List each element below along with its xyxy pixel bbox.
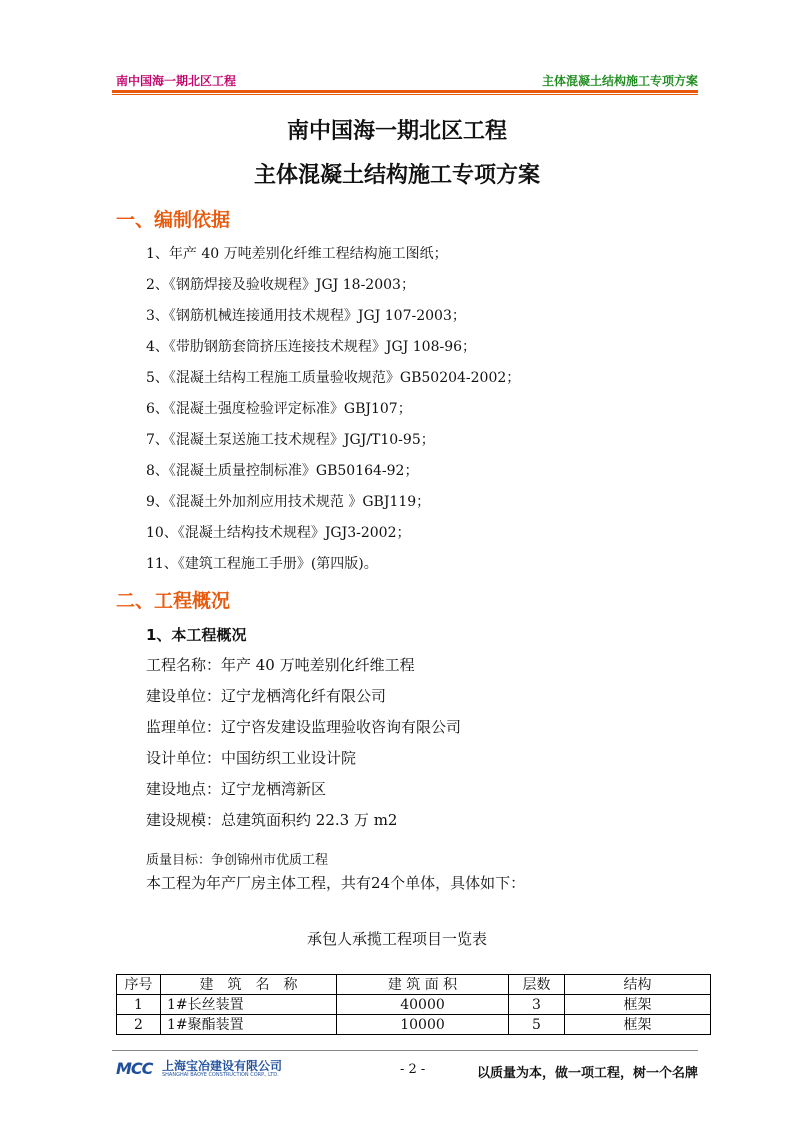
- col-header-no: 序号: [117, 975, 161, 995]
- document-subtitle: 主体混凝土结构施工专项方案: [253, 163, 540, 188]
- basis-item: 7、《混凝土泵送施工技术规程》JGJ/T10-95；: [146, 432, 435, 448]
- project-info-list: [146, 655, 461, 841]
- col-header-area: 建 筑 面 积: [337, 975, 509, 995]
- basis-list: [146, 244, 520, 585]
- basis-item: 8、《混凝土质量控制标准》GB50164-92；: [146, 463, 419, 479]
- subsection-heading: 1、本工程概况: [146, 626, 247, 644]
- document-title: 南中国海一期北区工程: [286, 119, 507, 144]
- header-doc-title: 主体混凝土结构施工专项方案: [541, 74, 698, 88]
- cell-floors: 3: [509, 995, 565, 1015]
- basis-item: 11、《建筑工程施工手册》(第四版)。: [146, 556, 378, 572]
- header-divider: [112, 90, 698, 93]
- cell-name: 1#聚酯装置: [161, 1015, 337, 1035]
- table-row: [117, 995, 711, 1015]
- company-logo: [116, 1057, 316, 1083]
- basis-item: 1、年产 40 万吨差别化纤维工程结构施工图纸；: [146, 246, 448, 262]
- quality-goal: 质量目标：争创锦州市优质工程: [146, 853, 329, 868]
- basis-item: 9、《混凝土外加剂应用技术规范 》GBJ119；: [146, 494, 431, 510]
- project-owner: 建设单位：辽宁龙栖湾化纤有限公司: [146, 687, 387, 705]
- col-header-floors: 层数: [509, 975, 565, 995]
- cell-area: 40000: [337, 995, 509, 1015]
- project-supervisor: 监理单位：辽宁咨发建设监理验收咨询有限公司: [146, 718, 462, 736]
- table-header-row: [117, 975, 711, 995]
- cell-no: 1: [117, 995, 161, 1015]
- basis-item: 3、《钢筋机械连接通用技术规程》JGJ 107-2003；: [146, 308, 466, 324]
- project-location: 建设地点：辽宁龙栖湾新区: [146, 780, 327, 798]
- cell-floors: 5: [509, 1015, 565, 1035]
- table-caption: 承包人承揽工程项目一览表: [306, 930, 487, 948]
- table-row: [117, 1015, 711, 1035]
- basis-item: 4、《带肋钢筋套筒挤压连接技术规程》JGJ 108-96；: [146, 339, 477, 355]
- cell-no: 2: [117, 1015, 161, 1035]
- page-number: - 2 -: [400, 1062, 426, 1077]
- basis-item: 2、《钢筋焊接及验收规程》JGJ 18-2003；: [146, 277, 415, 293]
- project-name: 工程名称：年产 40 万吨差别化纤维工程: [146, 656, 415, 674]
- col-header-name: 建 筑 名 称: [161, 975, 337, 995]
- company-name: 上海宝冶建设有限公司: [162, 1059, 283, 1073]
- section-heading-overview: 二、工程概况: [116, 590, 231, 612]
- section-heading-basis: 一、编制依据: [116, 209, 231, 231]
- col-header-structure: 结构: [565, 975, 711, 995]
- cell-structure: 框架: [565, 995, 711, 1015]
- cell-name: 1#长丝装置: [161, 995, 337, 1015]
- basis-item: 6、《混凝土强度检验评定标准》GBJ107；: [146, 401, 412, 417]
- company-name-en: SHANGHAI BAOYE CONSTRUCTION CORP., LTD.: [162, 1072, 279, 1078]
- mcc-logo-icon: MCC: [116, 1059, 153, 1078]
- header-divider-thin: [112, 94, 698, 95]
- project-designer: 设计单位：中国纺织工业设计院: [146, 749, 357, 767]
- cell-area: 10000: [337, 1015, 509, 1035]
- intro-text: 本工程为年产厂房主体工程，共有24个单体，具体如下：: [146, 874, 526, 892]
- cell-structure: 框架: [565, 1015, 711, 1035]
- basis-item: 10、《混凝土结构技术规程》JGJ3-2002；: [146, 525, 411, 541]
- footer-divider: [112, 1050, 698, 1051]
- basis-item: 5、《混凝土结构工程施工质量验收规范》GB50204-2002；: [146, 370, 521, 386]
- footer-slogan: 以质量为本，做一项工程，树一个名牌: [476, 1066, 698, 1081]
- project-table: [116, 974, 711, 1035]
- project-scale: 建设规模：总建筑面积约 22.3 万 m2: [146, 811, 398, 829]
- header-project-name: 南中国海一期北区工程: [116, 74, 237, 88]
